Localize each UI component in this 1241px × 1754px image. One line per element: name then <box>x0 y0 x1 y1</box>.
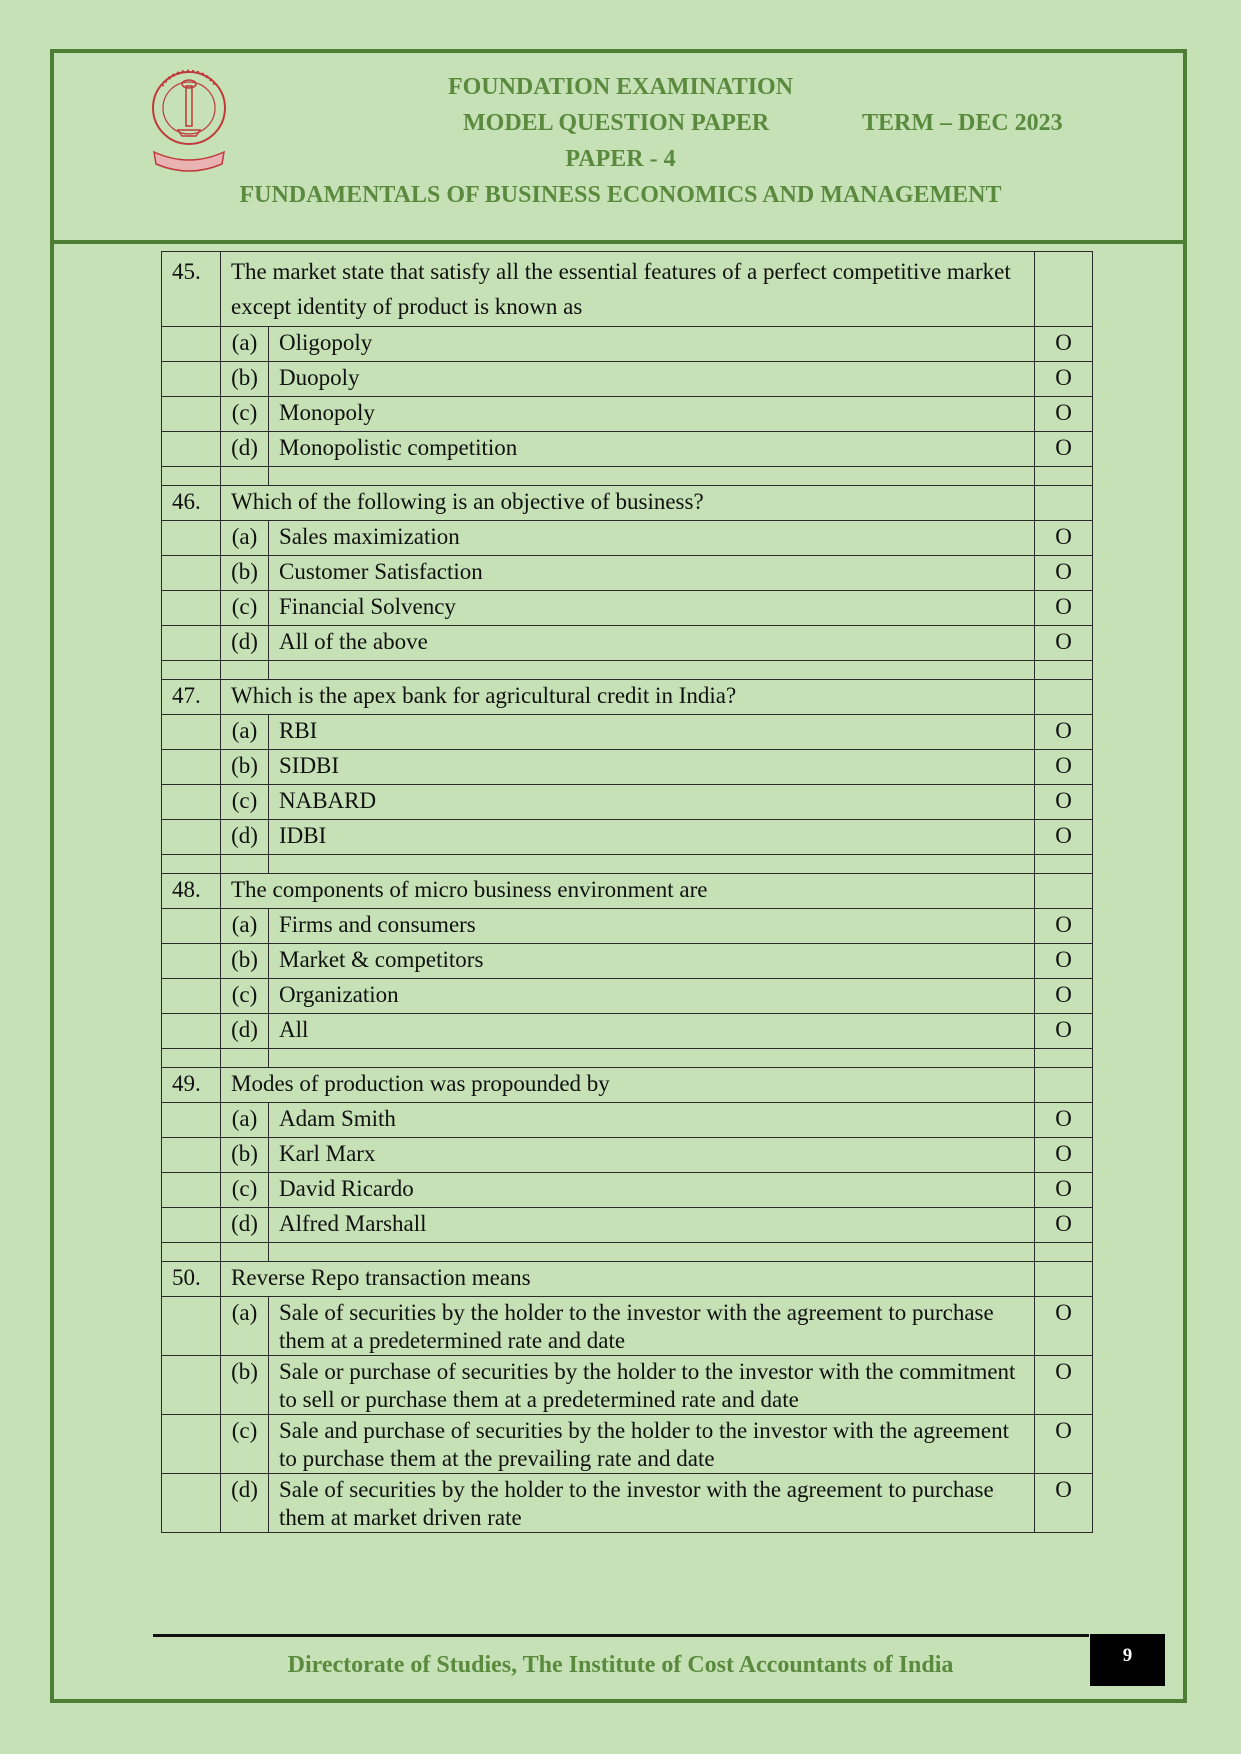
option-letter: (b) <box>221 362 269 397</box>
option-text: Karl Marx <box>269 1138 1035 1173</box>
spacer-cell <box>221 855 269 874</box>
option-row <box>162 1356 1093 1415</box>
question-mark-cell <box>1035 680 1093 715</box>
option-letter: (d) <box>221 626 269 661</box>
option-row <box>162 1415 1093 1474</box>
paper-number: PAPER - 4 <box>565 146 676 172</box>
answer-bubble[interactable]: O <box>1035 820 1093 855</box>
spacer-row <box>162 1243 1093 1262</box>
option-text: SIDBI <box>269 750 1035 785</box>
answer-bubble[interactable]: O <box>1035 1356 1093 1415</box>
option-spacer <box>162 1103 221 1138</box>
option-text: David Ricardo <box>269 1173 1035 1208</box>
option-text: Monopoly <box>269 397 1035 432</box>
question-row <box>162 486 1093 521</box>
option-spacer <box>162 944 221 979</box>
question-number: 50. <box>162 1262 221 1297</box>
option-letter: (c) <box>221 785 269 820</box>
option-text: Sale of securities by the holder to the investor with the agreement to purchase them at a predetermined rate and date <box>269 1297 1035 1356</box>
option-text: NABARD <box>269 785 1035 820</box>
option-letter: (a) <box>221 327 269 362</box>
option-text: Organization <box>269 979 1035 1014</box>
option-spacer <box>162 626 221 661</box>
option-text: Sales maximization <box>269 521 1035 556</box>
spacer-cell <box>221 661 269 680</box>
option-text: Sale of securities by the holder to the investor with the agreement to purchase them at market driven rate <box>269 1474 1035 1533</box>
option-text: Market & competitors <box>269 944 1035 979</box>
option-spacer <box>162 820 221 855</box>
spacer-row <box>162 1049 1093 1068</box>
footer-rule <box>153 1634 1089 1637</box>
option-row <box>162 327 1093 362</box>
option-letter: (c) <box>221 397 269 432</box>
option-letter: (a) <box>221 521 269 556</box>
question-text: Which of the following is an objective of business? <box>221 486 1035 521</box>
option-row <box>162 1208 1093 1243</box>
option-text: Sale or purchase of securities by the holder to the investor with the commitment to sell or purchase them at a predetermined rate and date <box>269 1356 1035 1415</box>
answer-bubble[interactable]: O <box>1035 715 1093 750</box>
question-number: 49. <box>162 1068 221 1103</box>
question-mark-cell <box>1035 1068 1093 1103</box>
spacer-cell <box>162 1243 221 1262</box>
spacer-cell <box>162 855 221 874</box>
spacer-cell <box>221 1049 269 1068</box>
spacer-cell <box>1035 467 1093 486</box>
option-spacer <box>162 1014 221 1049</box>
option-spacer <box>162 1415 221 1474</box>
question-text: Reverse Repo transaction means <box>221 1262 1035 1297</box>
question-text: Modes of production was propounded by <box>221 1068 1035 1103</box>
answer-bubble[interactable]: O <box>1035 750 1093 785</box>
option-row <box>162 556 1093 591</box>
option-text: RBI <box>269 715 1035 750</box>
option-row <box>162 432 1093 467</box>
option-row <box>162 1103 1093 1138</box>
option-row <box>162 397 1093 432</box>
option-spacer <box>162 1474 221 1533</box>
option-spacer <box>162 432 221 467</box>
footer-text: Directorate of Studies, The Institute of Cost Accountants of India <box>287 1652 954 1678</box>
option-text: Customer Satisfaction <box>269 556 1035 591</box>
option-row <box>162 944 1093 979</box>
option-letter: (d) <box>221 1014 269 1049</box>
question-number: 48. <box>162 874 221 909</box>
option-spacer <box>162 1297 221 1356</box>
answer-bubble[interactable]: O <box>1035 1415 1093 1474</box>
question-mark-cell <box>1035 1262 1093 1297</box>
option-letter: (b) <box>221 1356 269 1415</box>
option-spacer <box>162 1173 221 1208</box>
option-spacer <box>162 785 221 820</box>
answer-bubble[interactable]: O <box>1035 979 1093 1014</box>
header-divider <box>50 240 1187 244</box>
spacer-cell <box>221 467 269 486</box>
option-spacer <box>162 715 221 750</box>
spacer-cell <box>1035 661 1093 680</box>
spacer-cell <box>162 1049 221 1068</box>
option-row <box>162 626 1093 661</box>
option-letter: (b) <box>221 556 269 591</box>
answer-bubble[interactable]: O <box>1035 591 1093 626</box>
option-letter: (c) <box>221 591 269 626</box>
option-row <box>162 715 1093 750</box>
option-row <box>162 591 1093 626</box>
option-row <box>162 909 1093 944</box>
option-letter: (a) <box>221 1297 269 1356</box>
spacer-cell <box>269 661 1035 680</box>
option-text: Alfred Marshall <box>269 1208 1035 1243</box>
option-spacer <box>162 1356 221 1415</box>
option-row <box>162 1297 1093 1356</box>
option-spacer <box>162 397 221 432</box>
option-text: All of the above <box>269 626 1035 661</box>
option-spacer <box>162 909 221 944</box>
answer-bubble[interactable]: O <box>1035 1138 1093 1173</box>
spacer-cell <box>269 1049 1035 1068</box>
answer-bubble[interactable]: O <box>1035 1297 1093 1356</box>
answer-bubble[interactable]: O <box>1035 626 1093 661</box>
spacer-row <box>162 855 1093 874</box>
option-text: Adam Smith <box>269 1103 1035 1138</box>
question-text: Which is the apex bank for agricultural credit in India? <box>221 680 1035 715</box>
term-label: TERM – DEC 2023 <box>862 110 1063 136</box>
question-text: The market state that satisfy all the essential features of a perfect competitive market except identity of product is known as <box>221 252 1035 327</box>
option-letter: (b) <box>221 750 269 785</box>
spacer-row <box>162 467 1093 486</box>
answer-bubble[interactable]: O <box>1035 327 1093 362</box>
spacer-cell <box>1035 1049 1093 1068</box>
answer-bubble[interactable]: O <box>1035 1103 1093 1138</box>
answer-bubble[interactable]: O <box>1035 1208 1093 1243</box>
option-row <box>162 1138 1093 1173</box>
option-letter: (a) <box>221 909 269 944</box>
question-row <box>162 1262 1093 1297</box>
option-text: All <box>269 1014 1035 1049</box>
spacer-cell <box>269 1243 1035 1262</box>
paper-type: MODEL QUESTION PAPER <box>463 110 770 136</box>
question-mark-cell <box>1035 252 1093 327</box>
spacer-cell <box>269 467 1035 486</box>
option-spacer <box>162 521 221 556</box>
option-letter: (c) <box>221 1173 269 1208</box>
answer-bubble[interactable]: O <box>1035 1173 1093 1208</box>
option-letter: (c) <box>221 1415 269 1474</box>
option-letter: (c) <box>221 979 269 1014</box>
answer-bubble[interactable]: O <box>1035 556 1093 591</box>
question-number: 47. <box>162 680 221 715</box>
option-row <box>162 1474 1093 1533</box>
answer-bubble[interactable]: O <box>1035 362 1093 397</box>
option-text: Monopolistic competition <box>269 432 1035 467</box>
option-spacer <box>162 750 221 785</box>
option-row <box>162 820 1093 855</box>
spacer-row <box>162 661 1093 680</box>
option-row <box>162 750 1093 785</box>
question-mark-cell <box>1035 874 1093 909</box>
option-text: IDBI <box>269 820 1035 855</box>
question-row <box>162 874 1093 909</box>
answer-bubble[interactable]: O <box>1035 521 1093 556</box>
spacer-cell <box>269 855 1035 874</box>
option-row <box>162 785 1093 820</box>
question-text: The components of micro business environment are <box>221 874 1035 909</box>
option-letter: (d) <box>221 1208 269 1243</box>
spacer-cell <box>221 1243 269 1262</box>
option-text: Oligopoly <box>269 327 1035 362</box>
option-letter: (d) <box>221 1474 269 1533</box>
answer-bubble[interactable]: O <box>1035 1014 1093 1049</box>
option-text: Firms and consumers <box>269 909 1035 944</box>
option-text: Financial Solvency <box>269 591 1035 626</box>
answer-bubble[interactable]: O <box>1035 397 1093 432</box>
question-row <box>162 1068 1093 1103</box>
answer-bubble[interactable]: O <box>1035 432 1093 467</box>
option-spacer <box>162 979 221 1014</box>
spacer-cell <box>162 467 221 486</box>
question-row <box>162 680 1093 715</box>
option-letter: (d) <box>221 820 269 855</box>
answer-bubble[interactable]: O <box>1035 1474 1093 1533</box>
option-row <box>162 1173 1093 1208</box>
spacer-cell <box>1035 855 1093 874</box>
option-letter: (a) <box>221 1103 269 1138</box>
option-spacer <box>162 1138 221 1173</box>
spacer-cell <box>162 661 221 680</box>
question-mark-cell <box>1035 486 1093 521</box>
option-letter: (b) <box>221 1138 269 1173</box>
option-letter: (b) <box>221 944 269 979</box>
page-number: 9 <box>1090 1634 1165 1686</box>
option-row <box>162 1014 1093 1049</box>
option-spacer <box>162 362 221 397</box>
option-row <box>162 979 1093 1014</box>
answer-bubble[interactable]: O <box>1035 785 1093 820</box>
exam-title: FOUNDATION EXAMINATION <box>447 74 794 100</box>
option-spacer <box>162 556 221 591</box>
questions-table <box>161 251 1093 1533</box>
subject-title: FUNDAMENTALS OF BUSINESS ECONOMICS AND MANAGEMENT <box>239 182 1002 208</box>
option-letter: (a) <box>221 715 269 750</box>
option-row <box>162 521 1093 556</box>
option-spacer <box>162 1208 221 1243</box>
question-row <box>162 252 1093 327</box>
option-spacer <box>162 591 221 626</box>
option-text: Duopoly <box>269 362 1035 397</box>
answer-bubble[interactable]: O <box>1035 909 1093 944</box>
spacer-cell <box>1035 1243 1093 1262</box>
option-text: Sale and purchase of securities by the holder to the investor with the agreement to purchase them at the prevailing rate and date <box>269 1415 1035 1474</box>
option-spacer <box>162 327 221 362</box>
option-letter: (d) <box>221 432 269 467</box>
answer-bubble[interactable]: O <box>1035 944 1093 979</box>
question-number: 45. <box>162 252 221 327</box>
question-number: 46. <box>162 486 221 521</box>
option-row <box>162 362 1093 397</box>
